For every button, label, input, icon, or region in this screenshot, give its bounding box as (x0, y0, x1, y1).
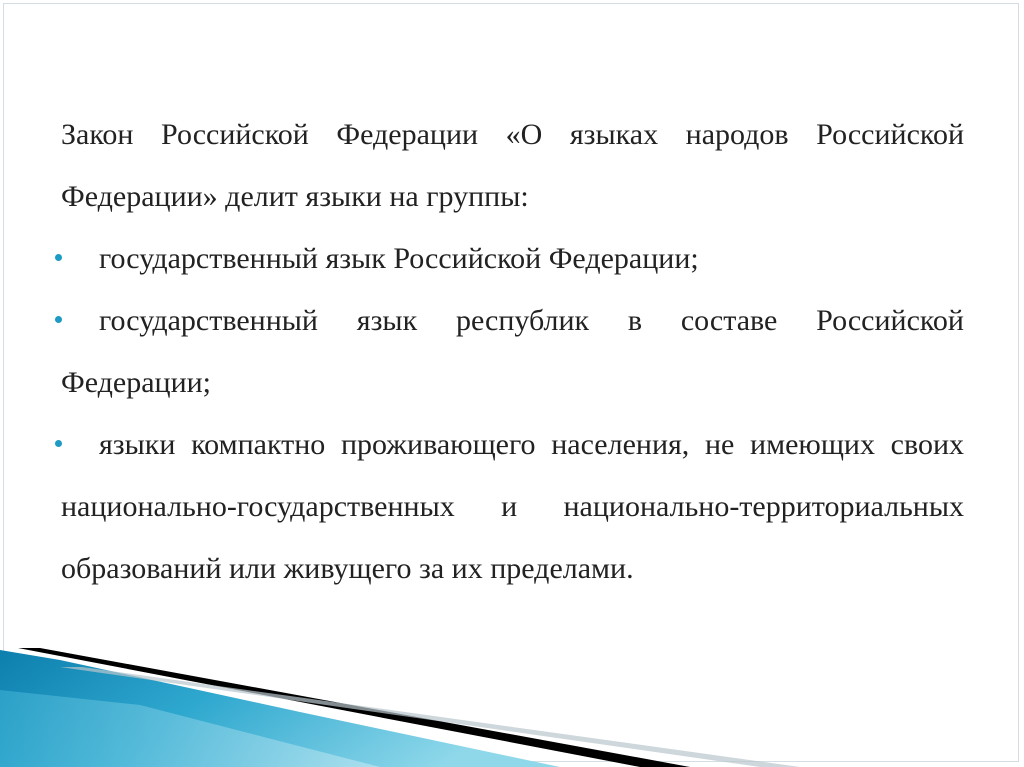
bullet-text: государственный язык республик в составе Российской Федерации; (61, 304, 964, 399)
bullet-text: языки компактно проживающего населения, не имеющих своих национально-государственных и национально-территориальных образований или живущего за их пределами. (61, 428, 964, 585)
intro-paragraph: Закон Российской Федерации «О языках народов Российской Федерации» делит языки на группы: (61, 118, 964, 213)
bullet-text: государственный язык Российской Федерации; (99, 242, 699, 275)
